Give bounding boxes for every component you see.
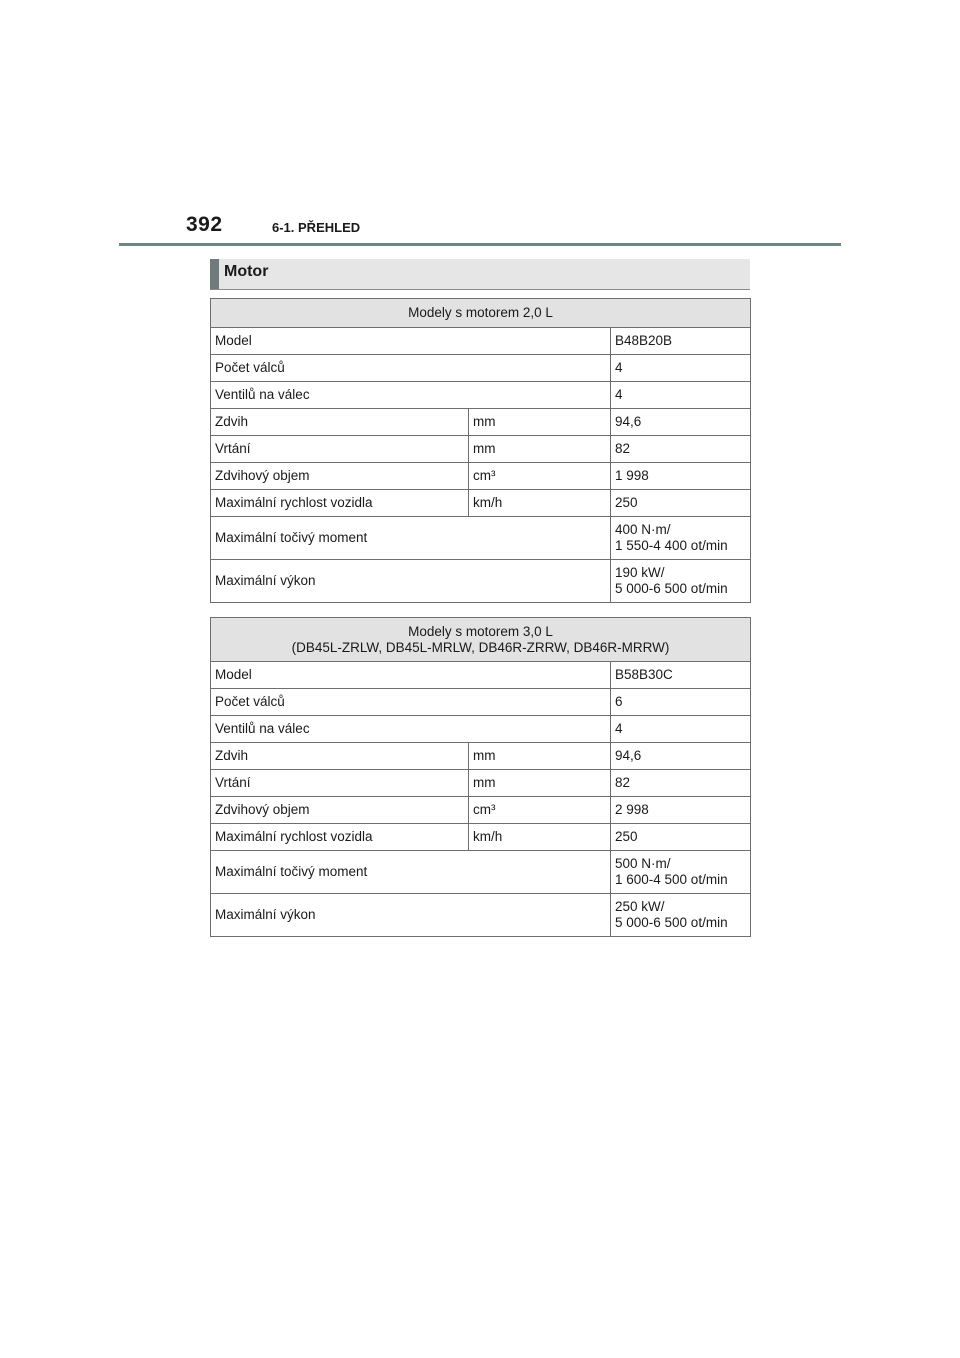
spec-unit: cm³ [469, 797, 611, 824]
spec-label: Ventilů na válec [211, 716, 611, 743]
spec-label: Maximální točivý moment [211, 851, 611, 894]
spec-value: 94,6 [611, 743, 751, 770]
table-row [211, 436, 751, 463]
table-caption: Modely s motorem 3,0 L (DB45L-ZRLW, DB45L-MRLW, DB46R-ZRRW, DB46R-MRRW) [211, 618, 751, 662]
spec-value: B58B30C [611, 662, 751, 689]
spec-unit: mm [469, 436, 611, 463]
spec-value: 500 N·m/ 1 600-4 500 ot/min [611, 851, 751, 894]
spec-label: Maximální rychlost vozidla [211, 490, 469, 517]
spec-label: Model [211, 662, 611, 689]
table-row [211, 355, 751, 382]
spec-label: Počet válců [211, 355, 611, 382]
engine-spec-table-2-0 [210, 298, 751, 603]
spec-value: 250 [611, 490, 751, 517]
spec-value: B48B20B [611, 328, 751, 355]
spec-label: Maximální rychlost vozidla [211, 824, 469, 851]
spec-value: 4 [611, 716, 751, 743]
table-row [211, 490, 751, 517]
table-row [211, 770, 751, 797]
table-row [211, 662, 751, 689]
spec-label: Vrtání [211, 436, 469, 463]
spec-label: Vrtání [211, 770, 469, 797]
spec-unit: mm [469, 743, 611, 770]
header-divider [119, 243, 841, 246]
table-row [211, 851, 751, 894]
heading-accent-bar [210, 259, 219, 289]
page-number: 392 [186, 213, 223, 236]
spec-label: Ventilů na válec [211, 382, 611, 409]
spec-value: 400 N·m/ 1 550-4 400 ot/min [611, 517, 751, 560]
spec-value: 6 [611, 689, 751, 716]
table-row [211, 797, 751, 824]
spec-unit: km/h [469, 824, 611, 851]
spec-label: Maximální výkon [211, 894, 611, 937]
spec-value: 82 [611, 770, 751, 797]
spec-unit: cm³ [469, 463, 611, 490]
engine-spec-table-3-0 [210, 617, 751, 937]
table-row [211, 517, 751, 560]
spec-unit: km/h [469, 490, 611, 517]
table-row [211, 328, 751, 355]
spec-value: 82 [611, 436, 751, 463]
table-row [211, 409, 751, 436]
spec-label: Zdvihový objem [211, 797, 469, 824]
spec-label: Maximální výkon [211, 560, 611, 603]
spec-value: 4 [611, 355, 751, 382]
spec-value: 190 kW/ 5 000-6 500 ot/min [611, 560, 751, 603]
motor-heading [210, 259, 750, 290]
section-title: 6-1. PŘEHLED [272, 220, 361, 235]
spec-label: Zdvih [211, 409, 469, 436]
spec-label: Model [211, 328, 611, 355]
spec-value: 1 998 [611, 463, 751, 490]
table-row [211, 894, 751, 937]
spec-label: Maximální točivý moment [211, 517, 611, 560]
table-row [211, 824, 751, 851]
table-row [211, 463, 751, 490]
spec-unit: mm [469, 770, 611, 797]
spec-label: Zdvihový objem [211, 463, 469, 490]
spec-value: 250 kW/ 5 000-6 500 ot/min [611, 894, 751, 937]
heading-title: Motor [224, 263, 269, 280]
spec-value: 2 998 [611, 797, 751, 824]
table-row [211, 382, 751, 409]
spec-label: Zdvih [211, 743, 469, 770]
spec-value: 94,6 [611, 409, 751, 436]
spec-unit: mm [469, 409, 611, 436]
table-row [211, 743, 751, 770]
table-row [211, 560, 751, 603]
spec-label: Počet válců [211, 689, 611, 716]
spec-value: 4 [611, 382, 751, 409]
table-row [211, 716, 751, 743]
spec-value: 250 [611, 824, 751, 851]
table-caption: Modely s motorem 2,0 L [211, 299, 751, 328]
table-row [211, 689, 751, 716]
